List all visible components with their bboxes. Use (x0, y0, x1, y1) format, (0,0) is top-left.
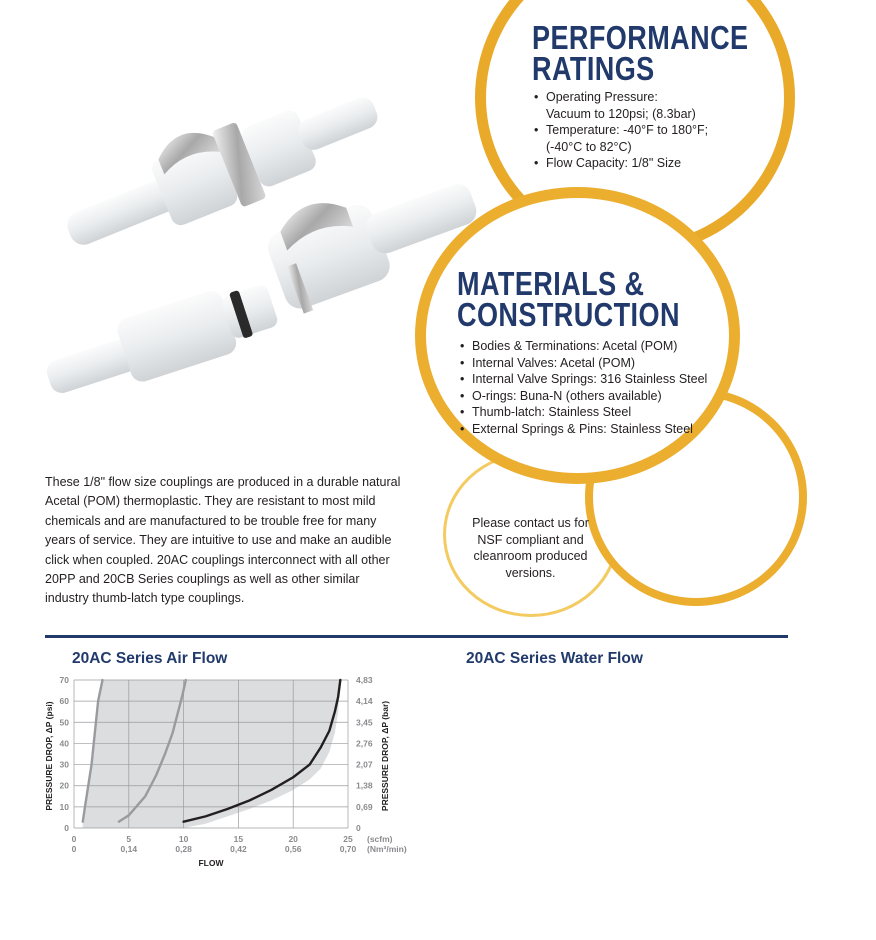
performance-item: • Flow Capacity: 1/8" Size (532, 155, 762, 172)
chart-y2-tick-label: 3,45 (356, 717, 373, 728)
chart-y-tick-label: 10 (59, 801, 69, 812)
chart-y2-tick-label: 1,38 (356, 780, 373, 791)
chart-x2-unit: (Nm³/min) (367, 844, 407, 854)
chart-x2-tick-label: 0 (71, 844, 77, 854)
chart-y2-tick-label: 0 (356, 823, 361, 833)
materials-item: • Internal Valve Springs: 316 Stainless Steel (458, 371, 738, 388)
air-flow-chart-title: 20AC Series Air Flow (72, 650, 228, 667)
chart-y-tick-label: 20 (59, 780, 69, 791)
materials-list (458, 338, 738, 437)
chart-y-tick-label: 0 (64, 823, 69, 833)
materials-item: • Bodies & Terminations: Acetal (POM) (458, 338, 738, 355)
chart-x-tick-label: 20 (288, 834, 298, 844)
intro-paragraph: These 1/8" flow size couplings are produced in a durable natural Acetal (POM) thermoplastic. They are resistant to most mild chemicals and are manufactured to be trouble free for many years of service. They are intuitive to use and make an audible click when coupled. 20AC couplings interconnect with all other 20PP and 20CB Series couplings as well as other similar industry thumb-latch type couplings. (45, 475, 401, 606)
materials-item: • O-rings: Buna-N (others available) (458, 388, 738, 405)
coupling-bottom (38, 274, 283, 410)
nsf-note: Please contact us for NSF compliant and cleanroom produced versions. (472, 516, 589, 580)
materials-item: • External Springs & Pins: Stainless Steel (458, 421, 738, 438)
chart-y2-tick-label: 0,69 (356, 801, 373, 812)
chart-y-tick-label: 50 (59, 717, 69, 728)
section-divider (45, 635, 788, 638)
water-flow-chart-title: 20AC Series Water Flow (466, 650, 643, 667)
chart-y-tick-label: 60 (59, 696, 69, 707)
chart-y-tick-label: 40 (59, 738, 69, 749)
chart-x2-tick-label: 0,28 (175, 844, 192, 854)
chart-y-tick-label: 30 (59, 759, 69, 770)
materials-item: • Internal Valves: Acetal (POM) (458, 355, 738, 372)
chart-y2-tick-label: 2,76 (356, 738, 373, 749)
chart-x-unit: (scfm) (367, 834, 393, 844)
chart-x2-tick-label: 0,42 (230, 844, 247, 854)
chart-x2-tick-label: 0,70 (339, 844, 357, 854)
chart-x-tick-label: 0 (71, 834, 77, 844)
chart-x-tick-label: 10 (178, 834, 189, 844)
chart-y-axis-label: PRESSURE DROP, ΔP (psi) (44, 701, 54, 811)
materials-item: • Thumb-latch: Stainless Steel (458, 404, 738, 421)
performance-item: • Temperature: -40°F to 180°F; (-40°C to 82°C) (532, 122, 762, 155)
chart-y-tick-label: 70 (59, 675, 69, 685)
chart-x2-tick-label: 0,14 (120, 844, 138, 854)
materials-circle (415, 187, 740, 484)
performance-list (532, 89, 762, 172)
chart-x-tick-label: 5 (126, 834, 132, 844)
performance-title: PERFORMANCE RATINGS (532, 19, 749, 87)
chart-y2-tick-label: 4,14 (356, 696, 373, 707)
chart-y2-tick-label: 4,83 (356, 675, 373, 685)
chart-x2-tick-label: 0,56 (284, 844, 302, 854)
chart-y2-tick-label: 2,07 (356, 759, 373, 770)
chart-x-axis-label: FLOW (198, 858, 224, 868)
chart-shaded-area (83, 680, 341, 828)
chart-x-tick-label: 15 (233, 834, 244, 844)
performance-item: • Operating Pressure: Vacuum to 120psi; (8.3bar) (532, 89, 762, 122)
chart-y2-axis-label: PRESSURE DROP, ΔP (bar) (380, 700, 390, 812)
air-flow-chart (30, 670, 430, 875)
chart-x-tick-label: 25 (343, 834, 353, 844)
materials-title: MATERIALS & CONSTRUCTION (457, 265, 680, 333)
